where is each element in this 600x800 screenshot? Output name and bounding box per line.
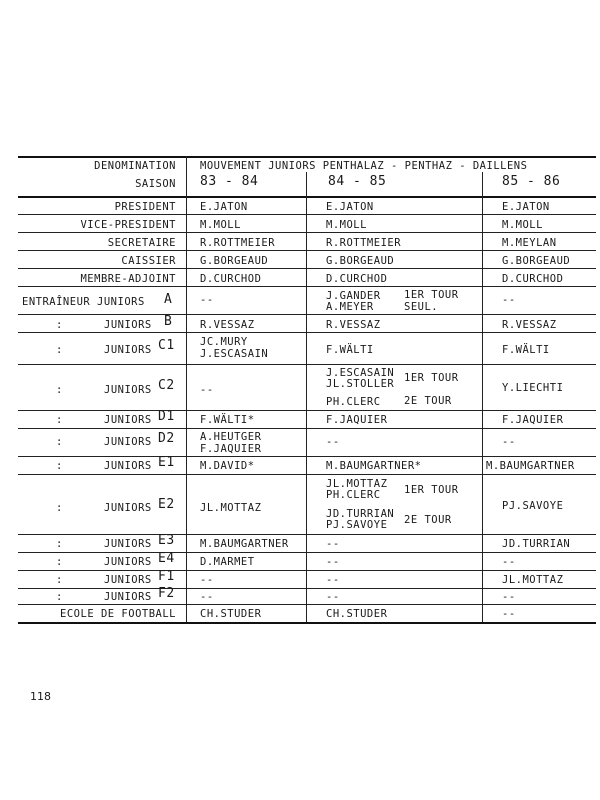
denomination-label: DENOMINATION — [94, 160, 176, 172]
table-cell: JD.TURRIAN — [502, 538, 571, 550]
row-rule — [18, 332, 596, 333]
table-top-rule — [18, 156, 596, 158]
table-cell: -- — [326, 591, 340, 603]
table-cell: M.BAUMGARTNER — [486, 460, 575, 472]
page-number: 118 — [30, 690, 51, 703]
row-rule — [18, 268, 596, 269]
season-84-85: 84 - 85 — [328, 174, 387, 189]
row-rule — [18, 604, 596, 605]
team-letter: E1 — [158, 455, 175, 470]
row-rule — [18, 214, 596, 215]
row-rule — [18, 250, 596, 251]
table-cell: JC.MURY — [200, 336, 248, 348]
table-cell: F.JAQUIER — [326, 414, 388, 426]
team-letter: E2 — [158, 497, 175, 512]
table-cell: -- — [200, 294, 214, 306]
table-cell: M.BAUMGARTNER* — [326, 460, 422, 472]
table-cell: PJ.SAVOYE — [326, 519, 388, 531]
table-cell: -- — [326, 538, 340, 550]
role-label: JUNIORS — [104, 319, 152, 331]
table-cell: PJ.SAVOYE — [502, 500, 564, 512]
table-cell: J.GANDER — [326, 290, 381, 302]
team-letter: F2 — [158, 586, 175, 601]
role-label: ENTRAÎNEUR JUNIORS — [22, 296, 145, 308]
table-cell: R.ROTTMEIER — [200, 237, 276, 249]
row-prefix: : — [56, 574, 63, 586]
tour-note: 1ER TOUR — [404, 289, 459, 301]
season-85-86: 85 - 86 — [502, 174, 561, 189]
table-cell: D.CURCHOD — [200, 273, 262, 285]
row-prefix: : — [56, 414, 63, 426]
table-cell: -- — [502, 608, 516, 620]
tour-note: 2E TOUR — [404, 514, 452, 526]
table-cell: F.WÄLTI* — [200, 414, 255, 426]
role-label: JUNIORS — [104, 556, 152, 568]
row-prefix: : — [56, 556, 63, 568]
row-prefix: : — [56, 319, 63, 331]
table-cell: R.VESSAZ — [200, 319, 255, 331]
row-prefix: : — [56, 460, 63, 472]
role-label: JUNIORS — [104, 384, 152, 396]
team-letter: D2 — [158, 431, 175, 446]
table-cell: J.ESCASAIN — [326, 367, 395, 379]
table-cell: -- — [326, 556, 340, 568]
column-divider — [306, 172, 307, 622]
row-rule — [18, 552, 596, 553]
table-cell: M.MOLL — [200, 219, 241, 231]
row-rule — [18, 286, 596, 287]
table-cell: -- — [502, 294, 516, 306]
row-rule — [18, 314, 596, 315]
row-prefix: : — [56, 538, 63, 550]
table-cell: F.JAQUIER — [200, 443, 262, 455]
role-label: VICE-PRESIDENT — [80, 219, 176, 231]
table-cell: E.JATON — [502, 201, 550, 213]
table-cell: -- — [502, 556, 516, 568]
table-cell: PH.CLERC — [326, 396, 381, 408]
row-prefix: : — [56, 502, 63, 514]
row-rule — [18, 428, 596, 429]
table-cell: -- — [200, 574, 214, 586]
role-label: JUNIORS — [104, 460, 152, 472]
tour-note: SEUL. — [404, 301, 439, 313]
team-letter: E3 — [158, 533, 175, 548]
role-label: PRESIDENT — [114, 201, 176, 213]
table-cell: -- — [200, 591, 214, 603]
role-label: JUNIORS — [104, 414, 152, 426]
role-label: JUNIORS — [104, 502, 152, 514]
row-rule — [18, 570, 596, 571]
table-cell: D.MARMET — [200, 556, 255, 568]
row-prefix: : — [56, 384, 63, 396]
row-rule — [18, 456, 596, 457]
role-label: JUNIORS — [104, 344, 152, 356]
team-letter: B — [164, 314, 173, 329]
team-letter: A — [164, 292, 173, 307]
table-cell: Y.LIECHTI — [502, 382, 564, 394]
table-cell: PH.CLERC — [326, 489, 381, 501]
table-cell: F.JAQUIER — [502, 414, 564, 426]
table-cell: A.MEYER — [326, 301, 374, 313]
role-label: MEMBRE-ADJOINT — [80, 273, 176, 285]
column-divider — [186, 156, 187, 622]
team-letter: F1 — [158, 569, 175, 584]
table-cell: M.DAVID* — [200, 460, 255, 472]
table-cell: F.WÄLTI — [502, 344, 550, 356]
table-cell: R.VESSAZ — [326, 319, 381, 331]
table-cell: JL.MOTTAZ — [200, 502, 262, 514]
row-rule — [18, 474, 596, 475]
season-83-84: 83 - 84 — [200, 174, 259, 189]
table-cell: -- — [200, 384, 214, 396]
table-title: MOUVEMENT JUNIORS PENTHALAZ - PENTHAZ - DAILLENS — [200, 160, 528, 172]
role-label: SECRETAIRE — [107, 237, 176, 249]
table-cell: M.BAUMGARTNER — [200, 538, 289, 550]
tour-note: 1ER TOUR — [404, 372, 459, 384]
table-cell: CH.STUDER — [200, 608, 262, 620]
row-rule — [18, 364, 596, 365]
table-cell: -- — [326, 436, 340, 448]
table-cell: G.BORGEAUD — [326, 255, 395, 267]
row-prefix: : — [56, 436, 63, 448]
saison-label: SAISON — [135, 178, 176, 190]
table-cell: E.JATON — [200, 201, 248, 213]
table-cell: J.ESCASAIN — [200, 348, 269, 360]
team-letter: E4 — [158, 551, 175, 566]
header-bottom-rule — [18, 196, 596, 198]
tour-note: 2E TOUR — [404, 395, 452, 407]
table-cell: -- — [502, 591, 516, 603]
table-cell: D.CURCHOD — [502, 273, 564, 285]
role-label: JUNIORS — [104, 574, 152, 586]
table-cell: CH.STUDER — [326, 608, 388, 620]
row-prefix: : — [56, 344, 63, 356]
column-divider — [482, 172, 483, 622]
role-label: JUNIORS — [104, 591, 152, 603]
table-cell: E.JATON — [326, 201, 374, 213]
team-letter: D1 — [158, 409, 175, 424]
role-label: ECOLE DE FOOTBALL — [60, 608, 176, 620]
row-rule — [18, 410, 596, 411]
role-label: CAISSIER — [121, 255, 176, 267]
table-cell: JL.STOLLER — [326, 378, 395, 390]
table-cell: G.BORGEAUD — [502, 255, 571, 267]
team-letter: C1 — [158, 338, 175, 353]
table-cell: JL.MOTTAZ — [326, 478, 388, 490]
tour-note: 1ER TOUR — [404, 484, 459, 496]
row-prefix: : — [56, 591, 63, 603]
table-bottom-rule — [18, 622, 596, 624]
table-cell: D.CURCHOD — [326, 273, 388, 285]
table-cell: -- — [502, 436, 516, 448]
table-cell: M.MOLL — [502, 219, 543, 231]
table-cell: A.HEUTGER — [200, 431, 262, 443]
row-rule — [18, 232, 596, 233]
row-rule — [18, 588, 596, 589]
role-label: JUNIORS — [104, 436, 152, 448]
table-cell: G.BORGEAUD — [200, 255, 269, 267]
table-cell: M.MOLL — [326, 219, 367, 231]
table-cell: R.ROTTMEIER — [326, 237, 402, 249]
table-cell: M.MEYLAN — [502, 237, 557, 249]
table-cell: -- — [326, 574, 340, 586]
table-cell: JD.TURRIAN — [326, 508, 395, 520]
table-cell: JL.MOTTAZ — [502, 574, 564, 586]
role-label: JUNIORS — [104, 538, 152, 550]
row-rule — [18, 534, 596, 535]
team-letter: C2 — [158, 378, 175, 393]
table-cell: R.VESSAZ — [502, 319, 557, 331]
table-cell: F.WÄLTI — [326, 344, 374, 356]
